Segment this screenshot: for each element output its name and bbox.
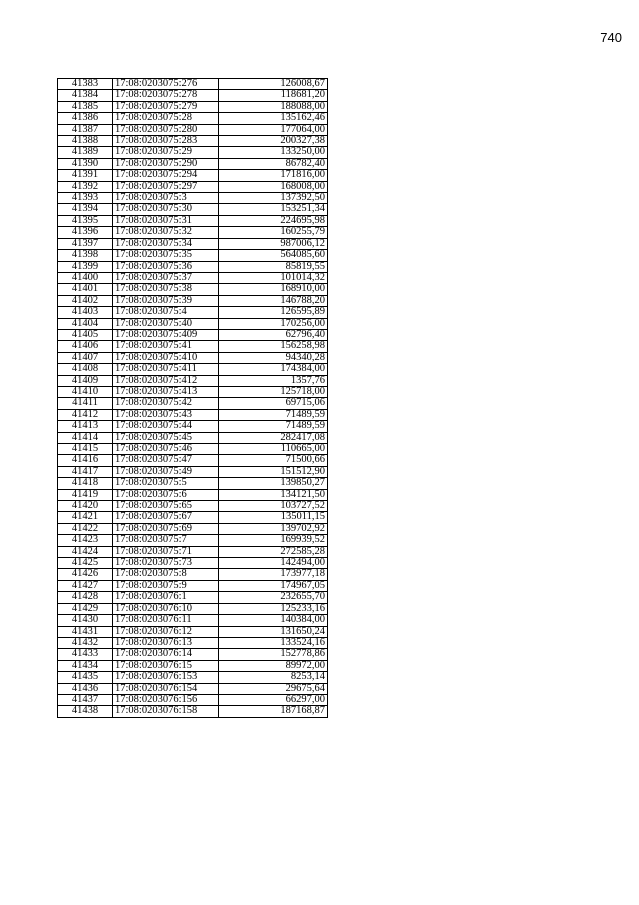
row-number-cell: 41409 [58,375,113,386]
table-row [58,603,328,614]
page-number: 740 [600,30,622,45]
row-number-cell: 41399 [58,261,113,272]
table-row [58,261,328,272]
cadastral-number-cell: 17:08:0203075:278 [113,90,219,101]
cadastral-number-cell: 17:08:0203075:279 [113,101,219,112]
row-number-cell: 41407 [58,352,113,363]
row-number-cell: 41390 [58,158,113,169]
cadastral-number-cell: 17:08:0203075:413 [113,386,219,397]
cadastral-number-cell: 17:08:0203075:280 [113,124,219,135]
value-cell: 71489,59 [219,409,328,420]
value-cell: 987006,12 [219,238,328,249]
cadastral-number-cell: 17:08:0203075:45 [113,432,219,443]
table-row [58,512,328,523]
table-row [58,124,328,135]
row-number-cell: 41405 [58,329,113,340]
row-number-cell: 41398 [58,250,113,261]
cadastral-number-cell: 17:08:0203075:40 [113,318,219,329]
value-cell: 177064,00 [219,124,328,135]
cadastral-number-cell: 17:08:0203076:153 [113,672,219,683]
cadastral-number-cell: 17:08:0203076:13 [113,637,219,648]
row-number-cell: 41437 [58,694,113,705]
cadastral-number-cell: 17:08:0203075:412 [113,375,219,386]
value-cell: 153251,34 [219,204,328,215]
value-cell: 137392,50 [219,193,328,204]
cadastral-number-cell: 17:08:0203075:32 [113,227,219,238]
cadastral-number-cell: 17:08:0203075:409 [113,329,219,340]
cadastral-number-cell: 17:08:0203076:154 [113,683,219,694]
cadastral-number-cell: 17:08:0203075:4 [113,307,219,318]
cadastral-number-cell: 17:08:0203075:37 [113,272,219,283]
cadastral-number-cell: 17:08:0203075:69 [113,523,219,534]
value-cell: 85819,55 [219,261,328,272]
row-number-cell: 41423 [58,535,113,546]
value-cell: 125718,00 [219,386,328,397]
value-cell: 94340,28 [219,352,328,363]
row-number-cell: 41426 [58,569,113,580]
row-number-cell: 41432 [58,637,113,648]
cadastral-number-cell: 17:08:0203075:410 [113,352,219,363]
row-number-cell: 41422 [58,523,113,534]
table-row [58,272,328,283]
value-cell: 8253,14 [219,672,328,683]
row-number-cell: 41438 [58,706,113,717]
value-cell: 89972,00 [219,660,328,671]
cadastral-number-cell: 17:08:0203075:49 [113,466,219,477]
table-row [58,660,328,671]
value-cell: 188088,00 [219,101,328,112]
table-row [58,352,328,363]
table-row [58,615,328,626]
table-row [58,318,328,329]
value-cell: 29675,64 [219,683,328,694]
row-number-cell: 41404 [58,318,113,329]
table-row [58,706,328,717]
table-row [58,307,328,318]
cadastral-number-cell: 17:08:0203075:42 [113,398,219,409]
table-row [58,227,328,238]
row-number-cell: 41424 [58,546,113,557]
cadastral-number-cell: 17:08:0203075:71 [113,546,219,557]
value-cell: 187168,87 [219,706,328,717]
table-row [58,158,328,169]
cadastral-number-cell: 17:08:0203075:31 [113,215,219,226]
value-cell: 146788,20 [219,295,328,306]
table-row [58,101,328,112]
row-number-cell: 41397 [58,238,113,249]
table-row [58,683,328,694]
cadastral-number-cell: 17:08:0203076:15 [113,660,219,671]
table-row [58,136,328,147]
value-cell: 139702,92 [219,523,328,534]
table-row [58,398,328,409]
row-number-cell: 41400 [58,272,113,283]
value-cell: 170256,00 [219,318,328,329]
value-cell: 169939,52 [219,535,328,546]
row-number-cell: 41433 [58,649,113,660]
value-cell: 160255,79 [219,227,328,238]
row-number-cell: 41388 [58,136,113,147]
table-row [58,694,328,705]
row-number-cell: 41412 [58,409,113,420]
value-cell: 564085,60 [219,250,328,261]
row-number-cell: 41417 [58,466,113,477]
value-cell: 133524,16 [219,637,328,648]
table-row [58,181,328,192]
table-row [58,432,328,443]
row-number-cell: 41406 [58,341,113,352]
table-row [58,238,328,249]
cadastral-number-cell: 17:08:0203075:5 [113,478,219,489]
cadastral-number-cell: 17:08:0203076:156 [113,694,219,705]
value-cell: 86782,40 [219,158,328,169]
cadastral-value-table [57,78,328,718]
row-number-cell: 41411 [58,398,113,409]
row-number-cell: 41393 [58,193,113,204]
row-number-cell: 41402 [58,295,113,306]
value-cell: 171816,00 [219,170,328,181]
cadastral-number-cell: 17:08:0203075:41 [113,341,219,352]
cadastral-number-cell: 17:08:0203075:8 [113,569,219,580]
row-number-cell: 41396 [58,227,113,238]
row-number-cell: 41395 [58,215,113,226]
table-row [58,421,328,432]
table-row [58,295,328,306]
table-body [58,79,328,718]
row-number-cell: 41435 [58,672,113,683]
table-row [58,546,328,557]
cadastral-number-cell: 17:08:0203075:44 [113,421,219,432]
value-cell: 133250,00 [219,147,328,158]
row-number-cell: 41403 [58,307,113,318]
row-number-cell: 41410 [58,386,113,397]
row-number-cell: 41385 [58,101,113,112]
table-row [58,170,328,181]
row-number-cell: 41401 [58,284,113,295]
cadastral-number-cell: 17:08:0203075:47 [113,455,219,466]
value-cell: 174384,00 [219,364,328,375]
row-number-cell: 41415 [58,444,113,455]
value-cell: 1357,76 [219,375,328,386]
cadastral-number-cell: 17:08:0203075:67 [113,512,219,523]
row-number-cell: 41434 [58,660,113,671]
table-row [58,375,328,386]
row-number-cell: 41430 [58,615,113,626]
row-number-cell: 41419 [58,489,113,500]
cadastral-number-cell: 17:08:0203075:29 [113,147,219,158]
row-number-cell: 41383 [58,79,113,90]
row-number-cell: 41429 [58,603,113,614]
value-cell: 151512,90 [219,466,328,477]
cadastral-number-cell: 17:08:0203075:36 [113,261,219,272]
row-number-cell: 41428 [58,592,113,603]
cadastral-number-cell: 17:08:0203075:28 [113,113,219,124]
table-row [58,113,328,124]
table-row [58,90,328,101]
table-row [58,284,328,295]
cadastral-number-cell: 17:08:0203076:1 [113,592,219,603]
table-row [58,444,328,455]
cadastral-number-cell: 17:08:0203075:9 [113,580,219,591]
row-number-cell: 41392 [58,181,113,192]
table-row [58,250,328,261]
cadastral-number-cell: 17:08:0203075:294 [113,170,219,181]
value-cell: 71500,66 [219,455,328,466]
value-cell: 282417,08 [219,432,328,443]
cadastral-number-cell: 17:08:0203076:10 [113,603,219,614]
row-number-cell: 41389 [58,147,113,158]
cadastral-number-cell: 17:08:0203075:46 [113,444,219,455]
table-row [58,592,328,603]
table-row [58,501,328,512]
table-row [58,215,328,226]
row-number-cell: 41384 [58,90,113,101]
value-cell: 125233,16 [219,603,328,614]
value-cell: 66297,00 [219,694,328,705]
row-number-cell: 41418 [58,478,113,489]
cadastral-number-cell: 17:08:0203075:7 [113,535,219,546]
value-cell: 131650,24 [219,626,328,637]
cadastral-number-cell: 17:08:0203076:158 [113,706,219,717]
value-cell: 142494,00 [219,558,328,569]
table-row [58,386,328,397]
cadastral-number-cell: 17:08:0203075:38 [113,284,219,295]
value-cell: 232655,70 [219,592,328,603]
cadastral-number-cell: 17:08:0203075:65 [113,501,219,512]
value-cell: 62796,40 [219,329,328,340]
row-number-cell: 41413 [58,421,113,432]
value-cell: 69715,06 [219,398,328,409]
table-row [58,489,328,500]
cadastral-number-cell: 17:08:0203075:34 [113,238,219,249]
value-cell: 200327,38 [219,136,328,147]
table-row [58,523,328,534]
row-number-cell: 41421 [58,512,113,523]
value-cell: 126008,67 [219,79,328,90]
value-cell: 101014,32 [219,272,328,283]
value-cell: 135162,46 [219,113,328,124]
value-cell: 224695,98 [219,215,328,226]
value-cell: 174967,05 [219,580,328,591]
row-number-cell: 41436 [58,683,113,694]
value-cell: 139850,27 [219,478,328,489]
row-number-cell: 41416 [58,455,113,466]
row-number-cell: 41387 [58,124,113,135]
table-row [58,466,328,477]
value-cell: 126595,89 [219,307,328,318]
value-cell: 152778,86 [219,649,328,660]
table-row [58,626,328,637]
cadastral-number-cell: 17:08:0203075:6 [113,489,219,500]
cadastral-number-cell: 17:08:0203075:297 [113,181,219,192]
table-row [58,364,328,375]
row-number-cell: 41391 [58,170,113,181]
value-cell: 110665,00 [219,444,328,455]
cadastral-number-cell: 17:08:0203075:290 [113,158,219,169]
row-number-cell: 41408 [58,364,113,375]
value-cell: 118681,20 [219,90,328,101]
value-cell: 103727,52 [219,501,328,512]
value-cell: 173977,18 [219,569,328,580]
cadastral-number-cell: 17:08:0203075:43 [113,409,219,420]
row-number-cell: 41427 [58,580,113,591]
cadastral-number-cell: 17:08:0203076:14 [113,649,219,660]
cadastral-number-cell: 17:08:0203075:30 [113,204,219,215]
table-row [58,79,328,90]
cadastral-number-cell: 17:08:0203076:11 [113,615,219,626]
value-cell: 156258,98 [219,341,328,352]
row-number-cell: 41420 [58,501,113,512]
row-number-cell: 41394 [58,204,113,215]
cadastral-number-cell: 17:08:0203075:3 [113,193,219,204]
value-cell: 140384,00 [219,615,328,626]
cadastral-number-cell: 17:08:0203076:12 [113,626,219,637]
value-cell: 168910,00 [219,284,328,295]
table-row [58,672,328,683]
table-row [58,193,328,204]
table-row [58,558,328,569]
value-cell: 168008,00 [219,181,328,192]
cadastral-number-cell: 17:08:0203075:39 [113,295,219,306]
cadastral-number-cell: 17:08:0203075:411 [113,364,219,375]
table-row [58,569,328,580]
table-row [58,204,328,215]
cadastral-number-cell: 17:08:0203075:73 [113,558,219,569]
row-number-cell: 41414 [58,432,113,443]
cadastral-number-cell: 17:08:0203075:283 [113,136,219,147]
table-row [58,580,328,591]
table-row [58,329,328,340]
cadastral-number-cell: 17:08:0203075:35 [113,250,219,261]
row-number-cell: 41425 [58,558,113,569]
table-row [58,649,328,660]
value-cell: 272585,28 [219,546,328,557]
table-row [58,478,328,489]
value-cell: 135011,15 [219,512,328,523]
table-row [58,409,328,420]
value-cell: 71489,59 [219,421,328,432]
table-row [58,455,328,466]
table-row [58,341,328,352]
value-cell: 134121,50 [219,489,328,500]
cadastral-number-cell: 17:08:0203075:276 [113,79,219,90]
row-number-cell: 41386 [58,113,113,124]
table-row [58,535,328,546]
table-row [58,147,328,158]
table-row [58,637,328,648]
row-number-cell: 41431 [58,626,113,637]
